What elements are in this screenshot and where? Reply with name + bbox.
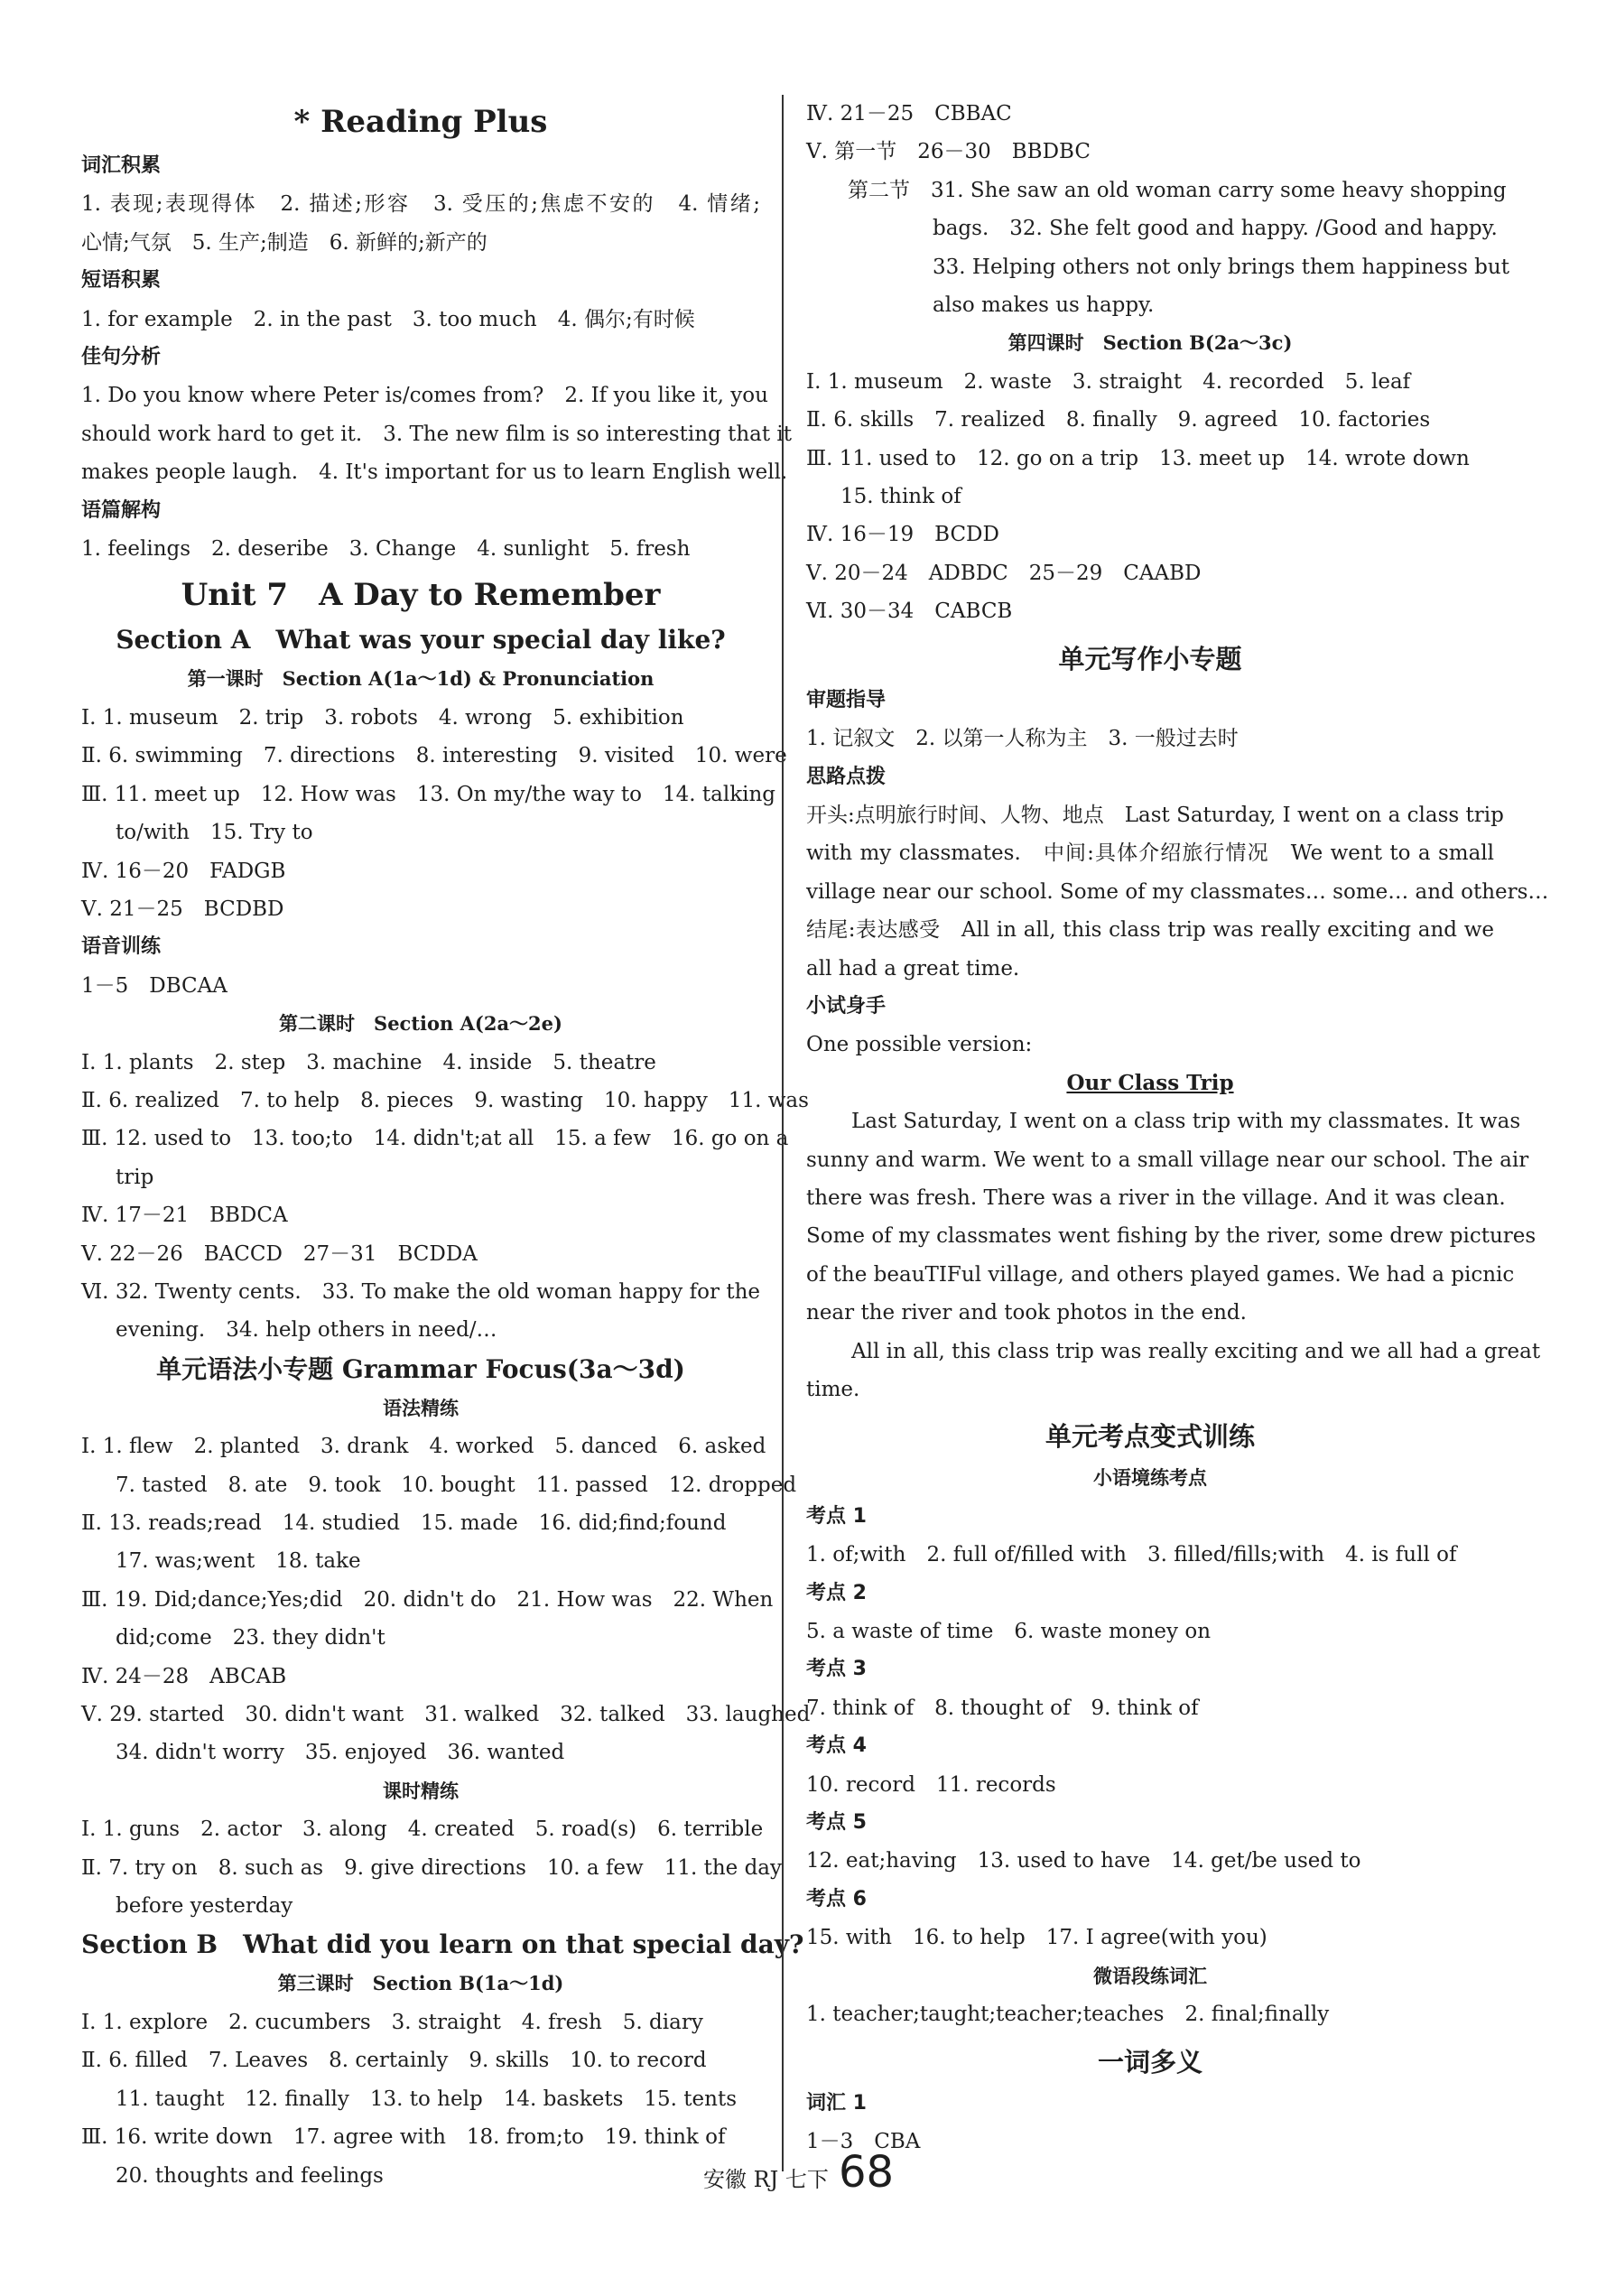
answer-line-continued: 17. was;went 18. take <box>116 1549 361 1574</box>
section-subheading: Section B What did you learn on that special day? <box>81 1929 804 1960</box>
answer-line-continued: bags. 32. She felt good and happy. /Good and happy. <box>933 217 1498 241</box>
answer-line: Ⅳ. 17－21 BBDCA <box>81 1204 288 1228</box>
answer-line: should work hard to get it. 3. The new film is so interesting that it <box>81 422 792 446</box>
answer-line: 1－3 CBA <box>806 2129 921 2153</box>
lesson-heading: 第一课时 Section A(1a～1d) & Pronunciation <box>187 667 655 691</box>
page-footer <box>0 2147 1597 2198</box>
lesson-heading: 小语境练考点 <box>1093 1466 1207 1490</box>
category-label: 考点 1 <box>806 1504 867 1528</box>
answer-line-continued: also makes us happy. <box>933 293 1155 318</box>
answer-line: 7. think of 8. thought of 9. think of <box>806 1696 1199 1720</box>
answer-line: Ⅲ. 19. Did;dance;Yes;did 20. didn't do 21. How was 22. When <box>81 1587 774 1612</box>
answer-line: 1－5 DBCAA <box>81 973 227 998</box>
answer-line: Ⅵ. 30－34 CABCB <box>806 600 1013 624</box>
answer-line: Ⅴ. 20－24 ADBDC 25－29 CAABD <box>806 561 1202 585</box>
answer-line-continued: to/with 15. Try to <box>116 821 313 845</box>
answer-line: 结尾:表达感受 All in all, this class trip was really exciting and we <box>806 918 1494 943</box>
section-subheading: 单元语法小专题 Grammar Focus(3a～3d) <box>156 1353 685 1384</box>
right-column <box>806 95 1549 2161</box>
category-label: 考点 6 <box>806 1887 867 1910</box>
answer-line: One possible version: <box>806 1033 1033 1057</box>
answer-line: Ⅱ. 6. realized 7. to help 8. pieces 9. wasting 10. happy 11. was <box>81 1088 809 1112</box>
topic-heading: 一词多义 <box>1097 2046 1202 2078</box>
lesson-heading: 语法精练 <box>383 1396 459 1419</box>
answer-line: 第二节 31. She saw an old woman carry some heavy shopping <box>806 178 1507 202</box>
section-heading: Unit 7 A Day to Remember <box>181 577 661 614</box>
lesson-heading: 课时精练 <box>383 1779 459 1802</box>
category-label: 考点 2 <box>806 1581 867 1604</box>
answer-line-continued: 15. think of <box>840 485 961 509</box>
category-label: 小试身手 <box>806 994 887 1018</box>
answer-line: with my classmates. 中间:具体介绍旅行情况 We went to a small <box>806 841 1494 866</box>
answer-line-continued: before yesterday <box>116 1894 293 1919</box>
answer-line: all had a great time. <box>806 956 1020 981</box>
category-label: 短语积累 <box>81 269 162 293</box>
answer-line: of the beauTIFul village, and others played games. We had a picnic <box>806 1262 1515 1287</box>
answer-line: Ⅱ. 7. try on 8. such as 9. give directions 10. a few 11. the day <box>81 1855 783 1880</box>
answer-line: makes people laugh. 4. It's important for us to learn English well. <box>81 460 788 485</box>
answer-line: 1. 表现;表现得体 2. 描述;形容 3. 受压的;焦虑不安的 4. 情绪; <box>81 192 760 217</box>
answer-line: Ⅳ. 21－25 CBBAC <box>806 102 1012 125</box>
answer-line: 10. record 11. records <box>806 1772 1056 1797</box>
section-subheading: Section A What was your special day like? <box>116 625 726 655</box>
answer-line: 1. feelings 2. deseribe 3. Change 4. sunlight 5. fresh <box>81 537 691 562</box>
answer-line: Ⅰ. 1. guns 2. actor 3. along 4. created 5. road(s) 6. terrible <box>81 1817 764 1842</box>
answer-line: Ⅰ. 1. plants 2. step 3. machine 4. inside 5. theatre <box>81 1050 656 1074</box>
answer-line: Ⅵ. 32. Twenty cents. 33. To make the old woman happy for the <box>81 1279 760 1304</box>
column-divider <box>782 95 784 2171</box>
answer-line: Ⅴ. 第一节 26－30 BBDBC <box>806 140 1091 164</box>
topic-heading: 单元写作小专题 <box>1058 643 1242 674</box>
answer-line: Ⅱ. 6. filled 7. Leaves 8. certainly 9. skills 10. to record <box>81 2049 707 2073</box>
answer-line-continued: did;come 23. they didn't <box>116 1626 385 1650</box>
footer-text: 安徽 RJ 七下 <box>702 2167 829 2192</box>
category-label: 佳句分析 <box>81 346 162 369</box>
answer-line: 1. Do you know where Peter is/comes from? 2. If you like it, you <box>81 384 768 408</box>
answer-line-continued: 33. Helping others not only brings them happiness but <box>933 255 1509 279</box>
answer-line: village near our school. Some of my classmates… some… and others… <box>806 879 1549 904</box>
category-label: 语篇解构 <box>81 498 162 522</box>
answer-line: 5. a waste of time 6. waste money on <box>806 1620 1212 1644</box>
answer-line: Some of my classmates went fishing by the river, some drew pictures <box>806 1224 1537 1249</box>
answer-line: 1. teacher;taught;teacher;teaches 2. final;finally <box>806 2003 1330 2027</box>
answer-line: Ⅴ. 29. started 30. didn't want 31. walked 32. talked 33. laughed <box>81 1703 811 1727</box>
answer-line: 15. with 16. to help 17. I agree(with you) <box>806 1926 1267 1950</box>
answer-line: 开头:点明旅行时间、人物、地点 Last Saturday, I went on a class trip <box>806 803 1504 827</box>
category-label: 词汇 1 <box>806 2091 867 2115</box>
answer-line: 1. for example 2. in the past 3. too much 4. 偶尔;有时候 <box>81 307 695 331</box>
category-label: 考点 4 <box>806 1734 867 1758</box>
answer-line-continued: 20. thoughts and feelings <box>116 2163 384 2188</box>
answer-line: Ⅰ. 1. flew 2. planted 3. drank 4. worked 5. danced 6. asked <box>81 1435 766 1459</box>
section-heading: * Reading Plus <box>293 104 548 140</box>
answer-line: Ⅱ. 6. swimming 7. directions 8. interesting 9. visited 10. were <box>81 744 787 768</box>
category-label: 考点 5 <box>806 1811 867 1835</box>
answer-line-continued: evening. 34. help others in need/… <box>116 1318 497 1343</box>
category-label: 审题指导 <box>806 688 887 711</box>
lesson-heading: 第三课时 Section B(1a～1d) <box>277 1972 564 1995</box>
category-label: 语音训练 <box>81 935 162 959</box>
answer-line: 12. eat;having 13. used to have 14. get/be used to <box>806 1849 1361 1873</box>
lesson-heading: 第四课时 Section B(2a～3c) <box>1007 331 1293 355</box>
answer-line: Ⅴ. 22－26 BACCD 27－31 BCDDA <box>81 1241 478 1266</box>
answer-line: Ⅱ. 6. skills 7. realized 8. finally 9. agreed 10. factories <box>806 408 1431 432</box>
answer-line: 1. of;with 2. full of/filled with 3. filled/fills;with 4. is full of <box>806 1543 1457 1567</box>
answer-line: there was fresh. There was a river in the village. And it was clean. <box>806 1185 1506 1210</box>
answer-line: Ⅴ. 21－25 BCDBD <box>81 897 284 921</box>
essay-title: Our Class Trip <box>1066 1070 1234 1095</box>
answer-line: Ⅰ. 1. museum 2. trip 3. robots 4. wrong 5. exhibition <box>81 705 684 730</box>
answer-line-continued: 34. didn't worry 35. enjoyed 36. wanted <box>116 1741 565 1765</box>
answer-line: Ⅲ. 11. meet up 12. How was 13. On my/the way to 14. talking <box>81 782 776 806</box>
answer-line: Ⅳ. 24－28 ABCAB <box>81 1664 287 1688</box>
answer-line: time. <box>806 1378 860 1401</box>
answer-line: 1. 记叙文 2. 以第一人称为主 3. 一般过去时 <box>806 727 1239 751</box>
answer-line: Ⅲ. 12. used to 13. too;to 14. didn't;at all 15. a few 16. go on a <box>81 1127 789 1151</box>
answer-line: Ⅳ. 16－20 FADGB <box>81 859 286 883</box>
answer-line-continued: 7. tasted 8. ate 9. took 10. bought 11. passed 12. dropped <box>116 1473 797 1497</box>
answer-line: Ⅲ. 16. write down 17. agree with 18. from;to 19. think of <box>81 2125 726 2150</box>
category-label: 考点 3 <box>806 1658 867 1681</box>
answer-line: Ⅰ. 1. explore 2. cucumbers 3. straight 4. fresh 5. diary <box>81 2010 703 2034</box>
answer-line: Ⅱ. 13. reads;read 14. studied 15. made 16. did;find;found <box>81 1511 727 1535</box>
answer-line: Ⅳ. 16－19 BCDD <box>806 523 999 547</box>
essay-paragraph-line: All in all, this class trip was really exciting and we all had a great <box>851 1339 1541 1363</box>
essay-paragraph-line: Last Saturday, I went on a class trip with my classmates. It was <box>851 1110 1521 1134</box>
answer-line-continued: 11. taught 12. finally 13. to help 14. baskets 15. tents <box>116 2087 738 2111</box>
page-number: 68 <box>838 2147 895 2198</box>
topic-heading: 单元考点变式训练 <box>1045 1421 1255 1453</box>
category-label: 词汇积累 <box>81 154 162 177</box>
answer-line: Ⅲ. 11. used to 12. go on a trip 13. meet up 14. wrote down <box>806 446 1470 470</box>
answer-line: 心情;气氛 5. 生产;制造 6. 新鲜的;新产的 <box>81 230 487 255</box>
answer-line: Ⅰ. 1. museum 2. waste 3. straight 4. recorded 5. leaf <box>806 369 1411 394</box>
lesson-heading: 第二课时 Section A(2a～2e) <box>279 1012 562 1036</box>
answer-line: near the river and took photos in the end. <box>806 1301 1247 1325</box>
category-label: 思路点拨 <box>806 765 887 788</box>
answer-line-continued: trip <box>116 1165 154 1189</box>
lesson-heading: 微语段练词汇 <box>1093 1964 1207 1987</box>
answer-line: sunny and warm. We went to a small village near our school. The air <box>806 1148 1529 1172</box>
